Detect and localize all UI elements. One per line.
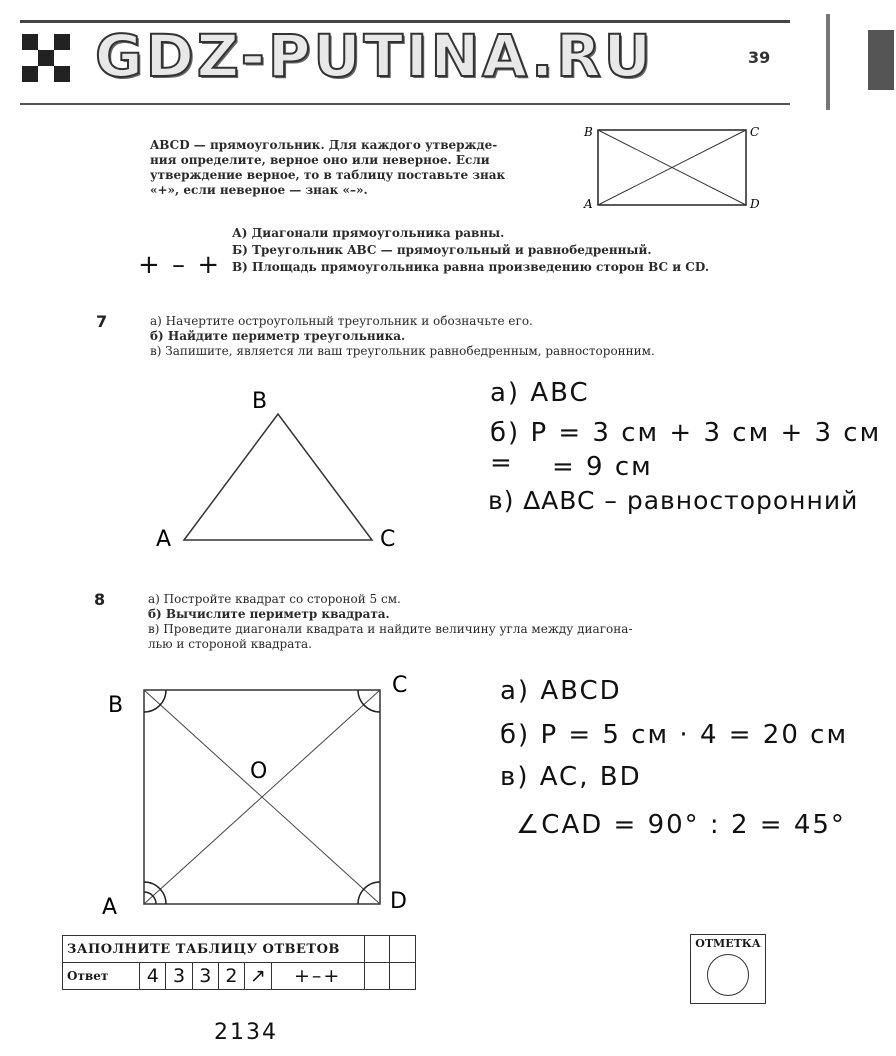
label-b: B: [108, 693, 124, 718]
task7-answer-c: в) ∆ABC – равносторонний: [488, 486, 859, 515]
page-edge-mark: [868, 30, 894, 90]
task7-line: б) Найдите периметр треугольника.: [150, 329, 406, 343]
answer-cell-3[interactable]: 3: [192, 963, 218, 990]
answer-cell-8[interactable]: [390, 963, 416, 990]
task7-line: в) Запишите, является ли ваш треугольник равнобедренным, равносторонним.: [150, 344, 655, 358]
answer-table-note: 2134: [214, 1020, 278, 1045]
answer-cell-1[interactable]: 4: [140, 963, 166, 990]
watermark-banner: GDZ-PUTINA.RU: [95, 22, 654, 90]
label-c: C: [750, 125, 760, 139]
answer-cell-2[interactable]: 3: [166, 963, 192, 990]
statement-a: А) Диагонали прямоугольника равны.: [232, 226, 505, 240]
task8-line: а) Постройте квадрат со стороной 5 см.: [148, 592, 401, 606]
task8-line: лью и стороной квадрата.: [148, 637, 312, 651]
task8-line: в) Проведите диагонали квадрата и найдите величину угла между диагона-: [148, 622, 633, 636]
answer-table-cell: [390, 936, 416, 963]
label-c: C: [380, 527, 396, 552]
task8-text: [148, 592, 788, 652]
grade-box-title: ОТМЕТКА: [695, 937, 761, 950]
answer-cell-6[interactable]: +–+: [271, 963, 364, 990]
answer-table-header-row: [63, 936, 416, 963]
answer-cell-4[interactable]: 2: [218, 963, 244, 990]
task8-line: б) Вычислите периметр квадрата.: [148, 607, 390, 621]
task8-square-figure: [100, 668, 420, 918]
task7-text: [150, 314, 790, 359]
page-number: 39: [748, 48, 771, 67]
task6-statement: [150, 138, 570, 198]
triangle-abc: [184, 414, 372, 540]
label-c: C: [392, 673, 408, 698]
answer-table-cell: [364, 936, 390, 963]
label-a: A: [156, 527, 172, 552]
label-d: D: [750, 197, 760, 211]
page-edge-bar: [826, 14, 830, 110]
task7-number: 7: [96, 312, 108, 331]
task6-statements: [232, 226, 792, 275]
task6-line: ABCD — прямоугольник. Для каждого утвержде-: [150, 138, 498, 152]
task6-line: «+», если неверное — знак «–».: [150, 183, 368, 197]
answer-table-title: ЗАПОЛНИТЕ ТАБЛИЦУ ОТВЕТОВ: [63, 936, 365, 963]
task8-number: 8: [94, 590, 106, 609]
statement-c: В) Площадь прямоугольника равна произведению сторон BC и CD.: [232, 260, 710, 274]
answer-table-answer-row: [63, 963, 416, 990]
task7-answer-b-result: = 9 см: [552, 452, 653, 482]
answer-table: [62, 935, 416, 990]
task7-answer-b: б) P = 3 см + 3 см + 3 см =: [490, 418, 882, 478]
label-a: A: [102, 895, 118, 918]
statement-b: Б) Треугольник ABC — прямоугольный и равнобедренный.: [232, 243, 652, 257]
task6-line: ния определите, верное оно или неверное. Если: [150, 153, 490, 167]
task7-answer-a: а) ABC: [490, 378, 590, 408]
label-o: O: [250, 759, 268, 784]
grade-box: [690, 934, 766, 1004]
label-b: B: [252, 389, 268, 414]
label-b: B: [584, 125, 593, 139]
task8-answer-a: а) ABCD: [500, 676, 622, 706]
label-d: D: [390, 889, 407, 914]
label-a: A: [584, 197, 593, 211]
task7-triangle-figure: [140, 380, 420, 555]
answer-row-label: Ответ: [63, 963, 140, 990]
task8-answer-c: в) AC, BD: [500, 762, 642, 792]
answer-cell-5[interactable]: ↗: [245, 963, 271, 990]
answer-cell-7[interactable]: [364, 963, 390, 990]
grade-circle[interactable]: [707, 954, 749, 996]
task6-line: утверждение верное, то в таблицу поставьте знак: [150, 168, 506, 182]
task8-answer-b: б) P = 5 см · 4 = 20 см: [500, 720, 849, 750]
corner-checker-icon: [22, 34, 70, 82]
task8-angle-calc: ∠CAD = 90° : 2 = 45°: [516, 810, 846, 840]
task7-line: а) Начертите остроугольный треугольник и обозначьте его.: [150, 314, 533, 328]
task6-rectangle-figure: [580, 120, 770, 215]
task6-handwritten-answer: + – +: [138, 250, 222, 280]
